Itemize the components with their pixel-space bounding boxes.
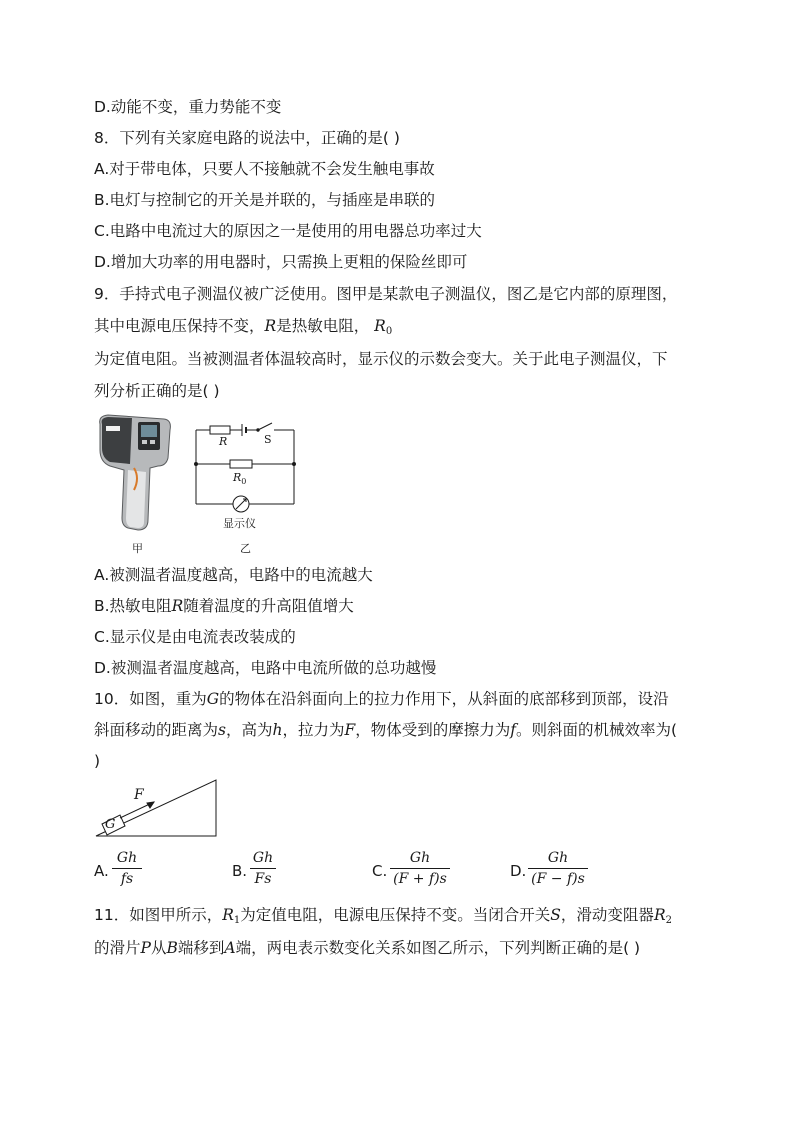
q11-stem1-r1: R [222,906,234,924]
q10-option-c-fraction [390,849,450,888]
q11-stem1-c: ，滑动变阻器 [560,906,654,924]
q11-stem-line1 [94,904,672,932]
q10-option-c-label: C. [372,862,388,880]
q9-stem2-r0-sub: 0 [385,326,393,337]
fraction-bar [112,868,142,869]
q10-option-a-num: Gh [116,850,138,866]
circuit-label-r0 [233,471,246,486]
q10-stem-line1 [94,688,669,710]
q10-option-d-den: (F − f)s [531,871,585,887]
q10-stem2-h: h [272,721,283,739]
q9-option-b-2: 随着温度的升高阻值增大 [183,597,354,615]
q10-stem-line3: ) [94,752,101,770]
q11-stem1-b: 为定值电阻，电源电压保持不变。当闭合开关 [240,906,551,924]
q9-stem2-r: R [264,317,277,335]
q11-stem2-a: 的滑片 [94,939,141,957]
q10-stem2-f: F [344,721,356,739]
q10-stem2-e: 。则斜面的机械效率为( [516,721,678,739]
circuit-label-r0-main: R [233,471,242,484]
q11-stem1-r2: R [653,906,666,924]
q10-option-d-fraction [528,849,588,888]
q9-option-b-1: B.热敏电阻 [94,597,172,615]
q10-option-b-label: B. [232,862,248,880]
fraction-bar [390,868,450,869]
q9-stem-line3: 为定值电阻。当被测温者体温较高时，显示仪的示数会变大。关于此电子测温仪，下 [94,350,668,368]
q10-option-d-label: D. [510,862,527,880]
q10-option-b-den: Fs [254,871,272,887]
q8-option-b: B.电灯与控制它的开关是并联的，与插座是串联的 [94,191,436,209]
q9-stem2-a: 其中电源电压保持不变， [94,317,265,335]
q11-stem-line2 [94,937,640,959]
q9-option-c: C.显示仪是由电流表改装成的 [94,628,296,646]
q9-stem2-b: 是热敏电阻， [276,317,370,335]
q10-stem1-g: G [206,690,220,708]
q10-stem2-b: ，高为 [225,721,273,739]
q9-stem-line4: 列分析正确的是( ) [94,382,220,400]
q11-stem1-a: 11．如图甲所示， [94,906,223,924]
q11-stem2-d: 端，两电表示数变化关系如图乙所示，下列判断正确的是( ) [235,939,641,957]
circuit-label-r0-sub: 0 [241,477,247,486]
q9-option-b [94,595,354,617]
q10-stem-line2 [94,719,677,741]
q10-stem2-a: 斜面移动的距离为 [94,721,219,739]
incline-label-f: F [134,787,144,803]
q11-stem2-aa: A [224,939,236,957]
q11-stem2-bb: B [166,939,178,957]
q11-stem1-r1-sub: 1 [233,915,241,926]
circuit-label-s: S [264,433,272,446]
q10-option-a-fraction [112,849,142,888]
q9-stem-line2 [94,315,392,343]
incline-label-g: G [105,817,116,832]
q10-stem2-s: s [218,721,226,739]
fraction-bar [528,868,588,869]
q9-option-b-r: R [171,597,184,615]
q9-option-a: A.被测温者温度越高，电路中的电流越大 [94,566,373,584]
q10-option-c-num: Gh [409,850,431,866]
figure-label-yi: 乙 [240,542,251,555]
q10-option-d-num: Gh [547,850,569,866]
figure-label-jia: 甲 [132,542,143,555]
q8-stem: 8．下列有关家庭电路的说法中，正确的是( ) [94,129,400,147]
circuit-label-r: R [219,435,228,448]
q11-stem1-r2-sub: 2 [665,915,672,926]
q11-stem2-c: 端移到 [177,939,225,957]
q10-option-b-num: Gh [252,850,274,866]
circuit-label-meter: 显示仪 [223,517,256,530]
q10-option-c-den: (F + f)s [393,871,447,887]
q10-option-b-fraction [250,849,276,888]
q10-stem1-b: 的物体在沿斜面向上的拉力作用下，从斜面的底部移到顶部，设沿 [219,690,669,708]
q10-stem2-ff: f [510,721,517,739]
q10-stem2-c: ，拉力为 [282,721,345,739]
q11-stem1-s: S [550,906,561,924]
q9-stem2-r0: R [374,317,386,335]
q10-option-a-label: A. [94,862,109,880]
q9-option-d: D.被测温者温度越高，电路中电流所做的总功越慢 [94,659,437,677]
q7-option-d: D.动能不变，重力势能不变 [94,98,282,116]
fraction-bar [250,868,276,869]
q9-stem-line1: 9．手持式电子测温仪被广泛使用。图甲是某款电子测温仪，图乙是它内部的原理图， [94,285,678,303]
q10-stem1-a: 10．如图，重为 [94,690,207,708]
q10-stem2-d: ，物体受到的摩擦力为 [355,721,511,739]
q8-option-c: C.电路中电流过大的原因之一是使用的用电器总功率过大 [94,222,482,240]
q11-stem2-p: P [140,939,151,957]
q8-option-a: A.对于带电体，只要人不接触就不会发生触电事故 [94,160,435,178]
q10-option-a-den: fs [120,871,134,887]
q11-stem2-b: 从 [150,939,167,957]
q8-option-d: D.增加大功率的用电器时，只需换上更粗的保险丝即可 [94,253,468,271]
thermometer-gun-image [94,410,174,535]
